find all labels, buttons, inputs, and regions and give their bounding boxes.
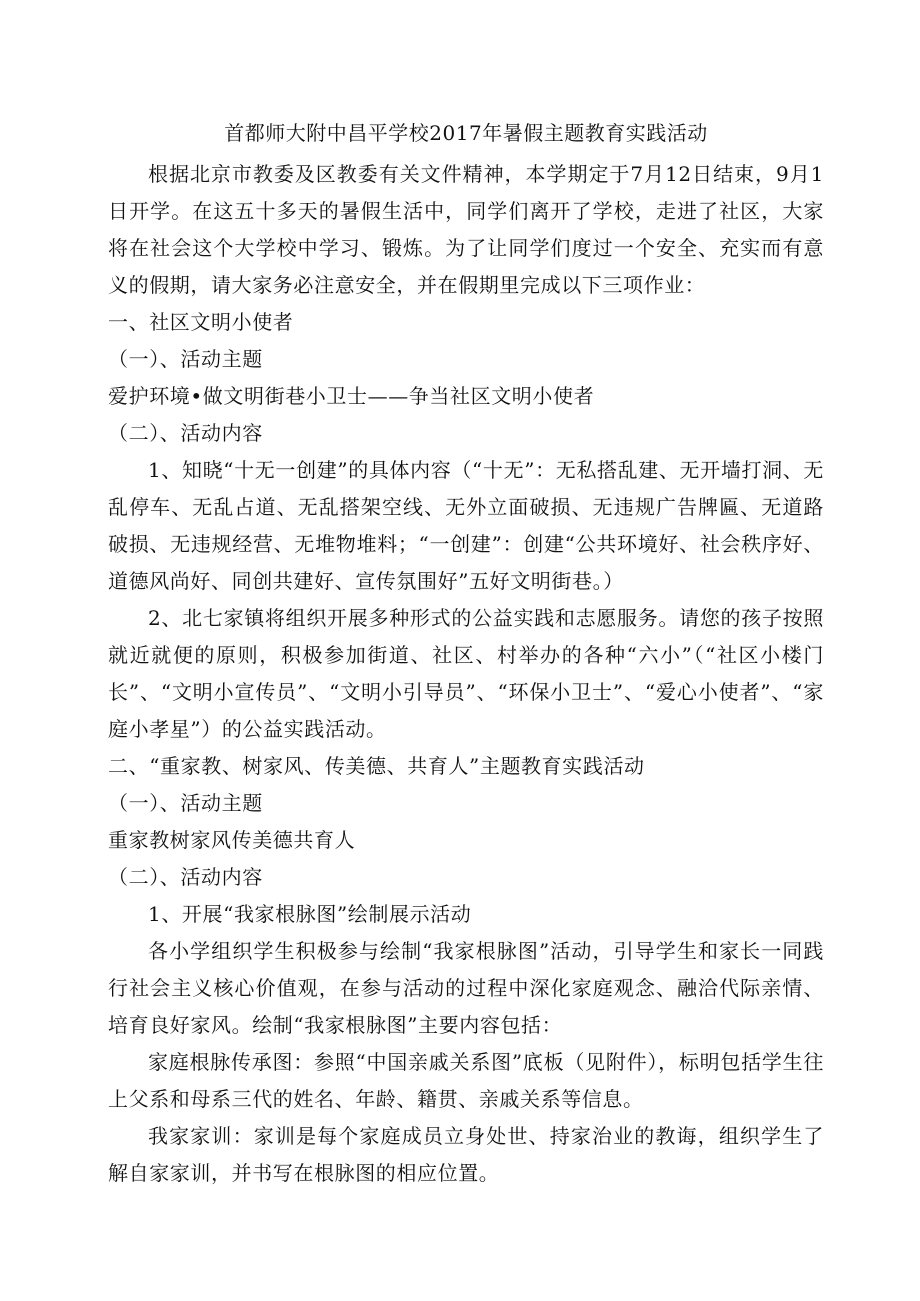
section1-item1: 1、知晓“十无一创建”的具体内容（“十无”：无私搭乱建、无开墙打洞、无乱停车、无乱占道、无乱搭架空线、无外立面破损、无违规广告牌匾、无道路破损、无违规经营、无堆物堆料；“一创建”：创建“公共环境好、社会秩序好、道德风尚好、同创共建好、宣传氛围好”五好文明街巷。） — [108, 458, 824, 593]
intro-paragraph: 根据北京市教委及区教委有关文件精神，本学期定于7月12日结束，9月1日开学。在这五十多天的暑假生活中，同学们离开了学校，走进了社区，大家将在社会这个大学校中学习、锻炼。为了让同学们度过一个安全、充实而有意义的假期，请大家务必注意安全，并在假期里完成以下三项作业： — [108, 162, 824, 297]
section2-theme-heading: （一）、活动主题 — [108, 791, 263, 815]
section1-content-heading: （二）、活动内容 — [108, 421, 263, 445]
section2-family-motto: 我家家训：家训是每个家庭成员立身处世、持家治业的教诲，组织学生了解自家家训，并书写在根脉图的相应位置。 — [108, 1124, 824, 1185]
section2-theme-text: 重家教树家风传美德共育人 — [108, 828, 356, 852]
section1-item2: 2、北七家镇将组织开展多种形式的公益实践和志愿服务。请您的孩子按照就近就便的原则，积极参加街道、社区、村举办的各种“六小”（“社区小楼门长”、“文明小宣传员”、“文明小引导员”、“环保小卫士”、“爱心小使者”、“家庭小孝星”）的公益实践活动。 — [108, 606, 824, 741]
document-page — [108, 118, 824, 1192]
section1-theme-heading: （一）、活动主题 — [108, 347, 263, 371]
document-title: 首都师大附中昌平学校2017年暑假主题教育实践活动 — [224, 121, 708, 145]
section1-heading: 一、社区文明小使者 — [108, 310, 294, 334]
section2-content-heading: （二）、活动内容 — [108, 865, 263, 889]
section2-item1-text: 各小学组织学生积极参与绘制“我家根脉图”活动，引导学生和家长一同践行社会主义核心价值观，在参与活动的过程中深化家庭观念、融洽代际亲情、培育良好家风。绘制“我家根脉图”主要内容包括： — [108, 939, 824, 1037]
section2-item1-heading: 1、开展“我家根脉图”绘制展示活动 — [148, 902, 472, 926]
section2-family-tree: 家庭根脉传承图：参照“中国亲戚关系图”底板（见附件），标明包括学生往上父系和母系三代的姓名、年龄、籍贯、亲戚关系等信息。 — [108, 1050, 824, 1111]
section1-theme-text: 爱护环境•做文明街巷小卫士——争当社区文明小使者 — [108, 384, 595, 408]
section2-heading: 二、“重家教、树家风、传美德、共育人”主题教育实践活动 — [108, 754, 645, 778]
